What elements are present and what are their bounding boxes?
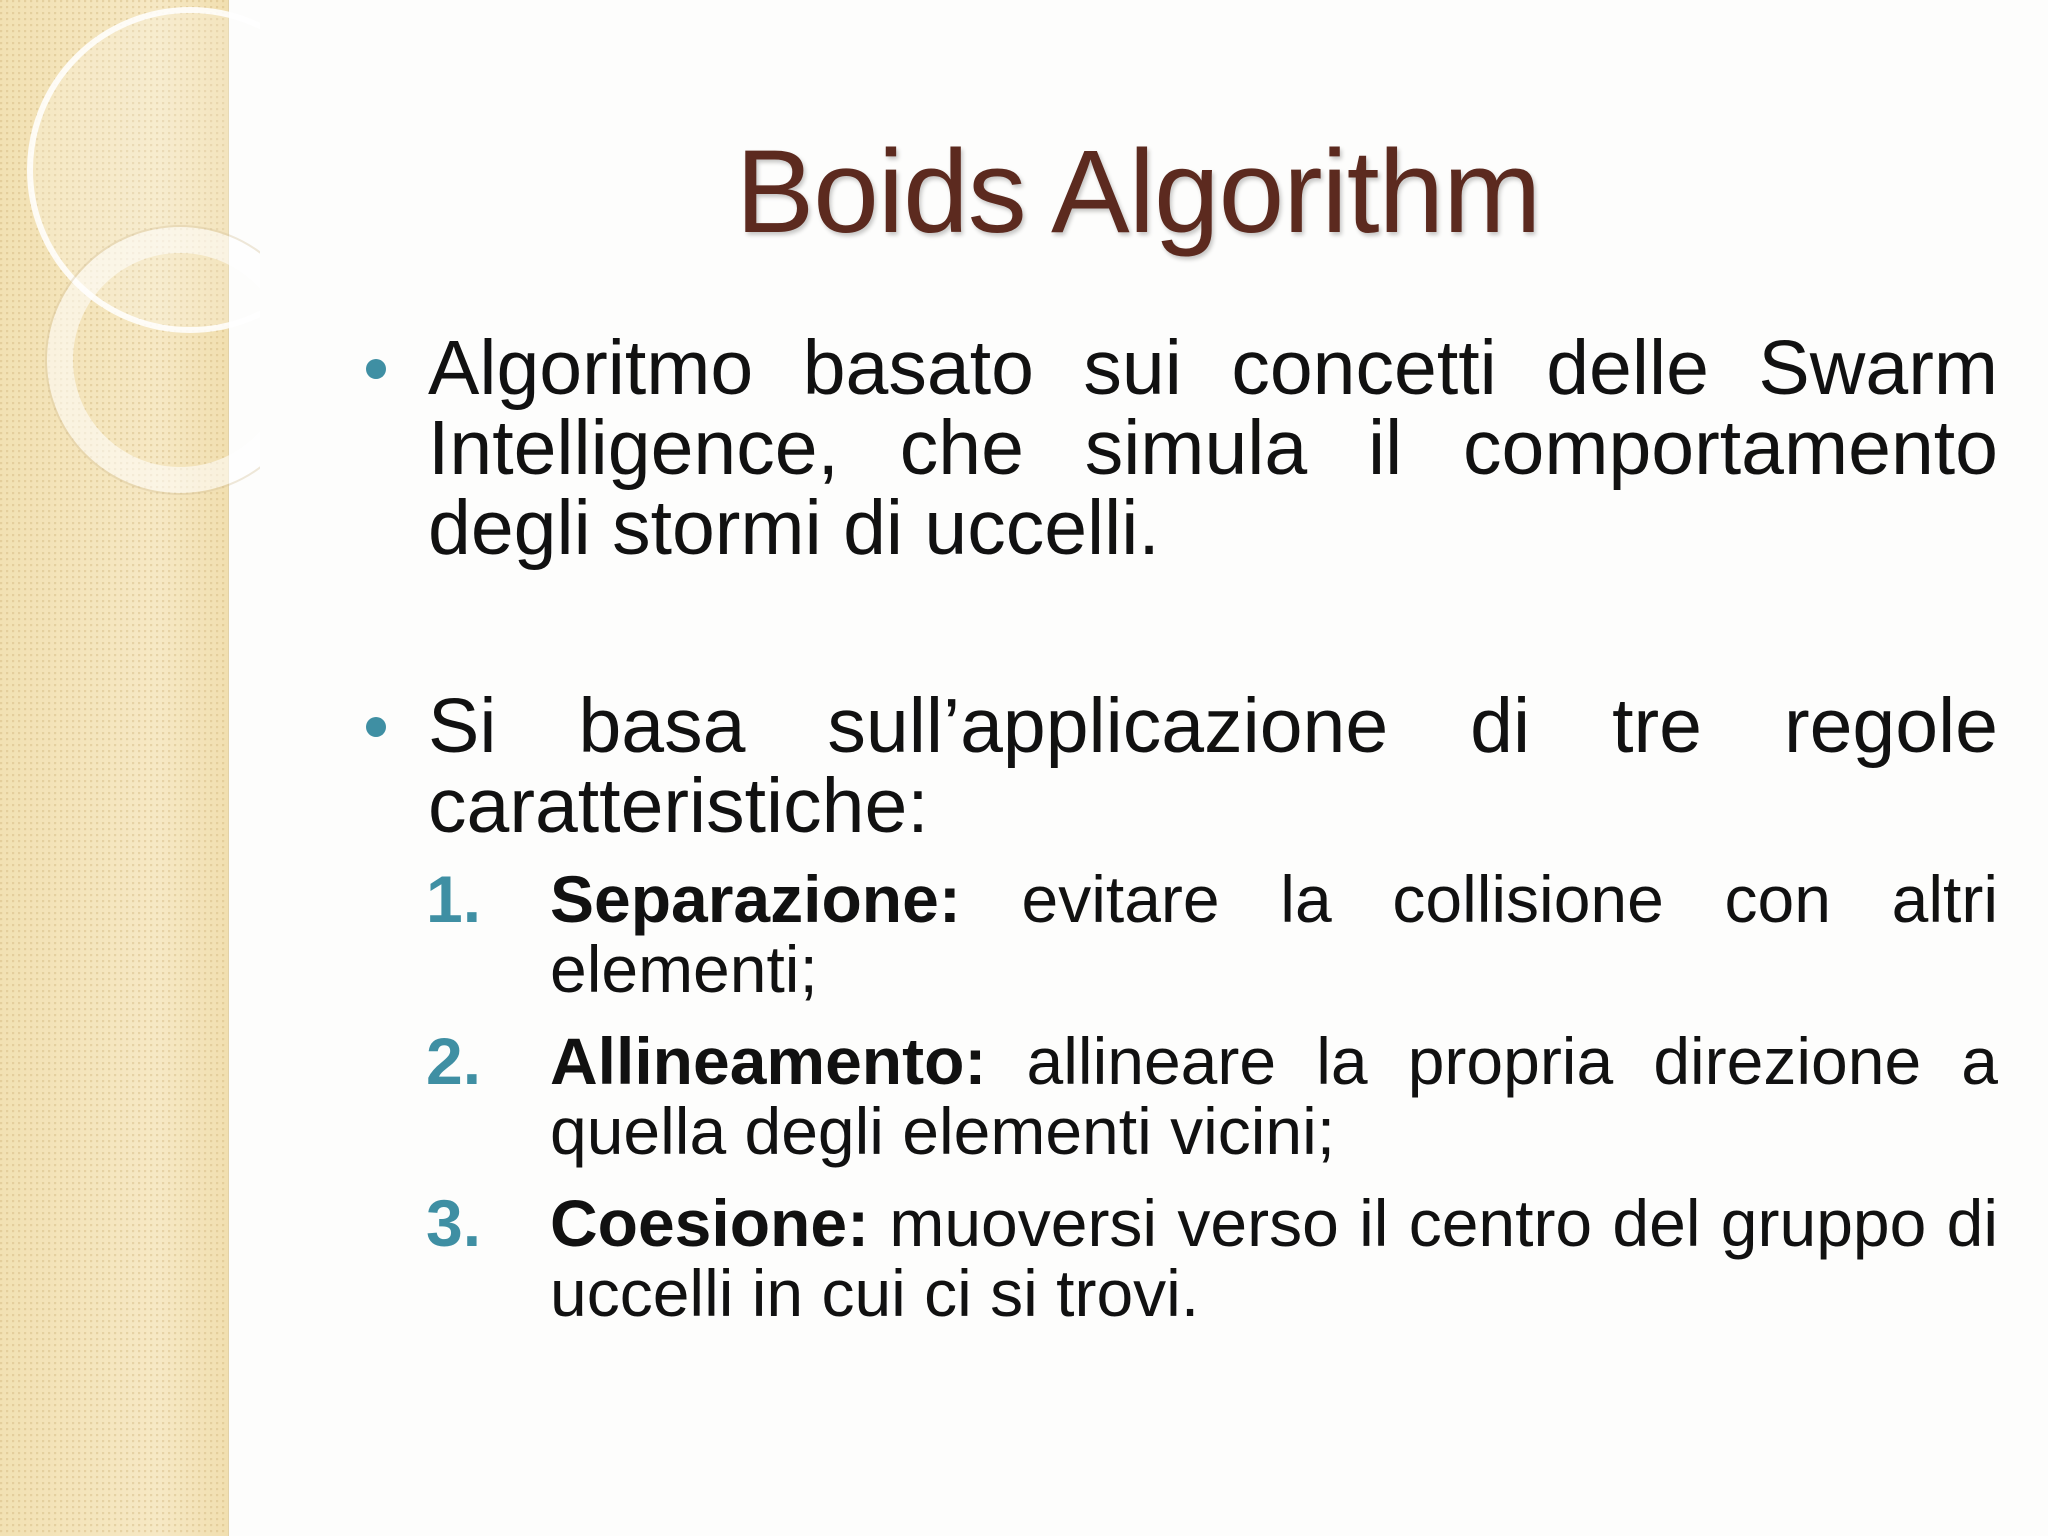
list-number: 1. <box>426 862 482 936</box>
list-item-cohesion <box>426 1186 1998 1330</box>
list-number: 2. <box>426 1024 482 1098</box>
slide-title: Boids Algorithm <box>735 126 1541 258</box>
decorative-rings <box>0 0 260 520</box>
bullet-text: Si basa sull’applicazione di tre regole caratteristiche: <box>428 683 1998 849</box>
bullet-dot-icon <box>366 717 386 737</box>
rule-term: Coesione: <box>550 1186 890 1260</box>
slide-content <box>360 325 1999 1350</box>
rule-term: Separazione: <box>550 862 1022 936</box>
rule-term: Allineamento: <box>550 1024 1027 1098</box>
rule-description: muoversi verso il centro del gruppo di uccelli in cui ci si trovi. <box>550 1186 1998 1330</box>
rule-description: evitare la collisione con altri elementi; <box>550 862 1998 1006</box>
bullet-text: Algoritmo basato sui concetti delle Swarm Intelligence, che simula il comportamento degli stormi di uccelli. <box>428 325 1998 571</box>
list-item-alignment <box>426 1024 1999 1168</box>
bullet-item-rules <box>360 683 1998 849</box>
bullet-item-definition <box>360 325 1998 571</box>
bullet-dot-icon <box>366 359 386 379</box>
rule-description: allineare la propria direzione a quella degli elementi vicini; <box>550 1024 1999 1168</box>
rules-numbered-list <box>360 864 1998 1328</box>
list-item-separation <box>426 862 1998 1006</box>
list-number: 3. <box>426 1186 482 1260</box>
